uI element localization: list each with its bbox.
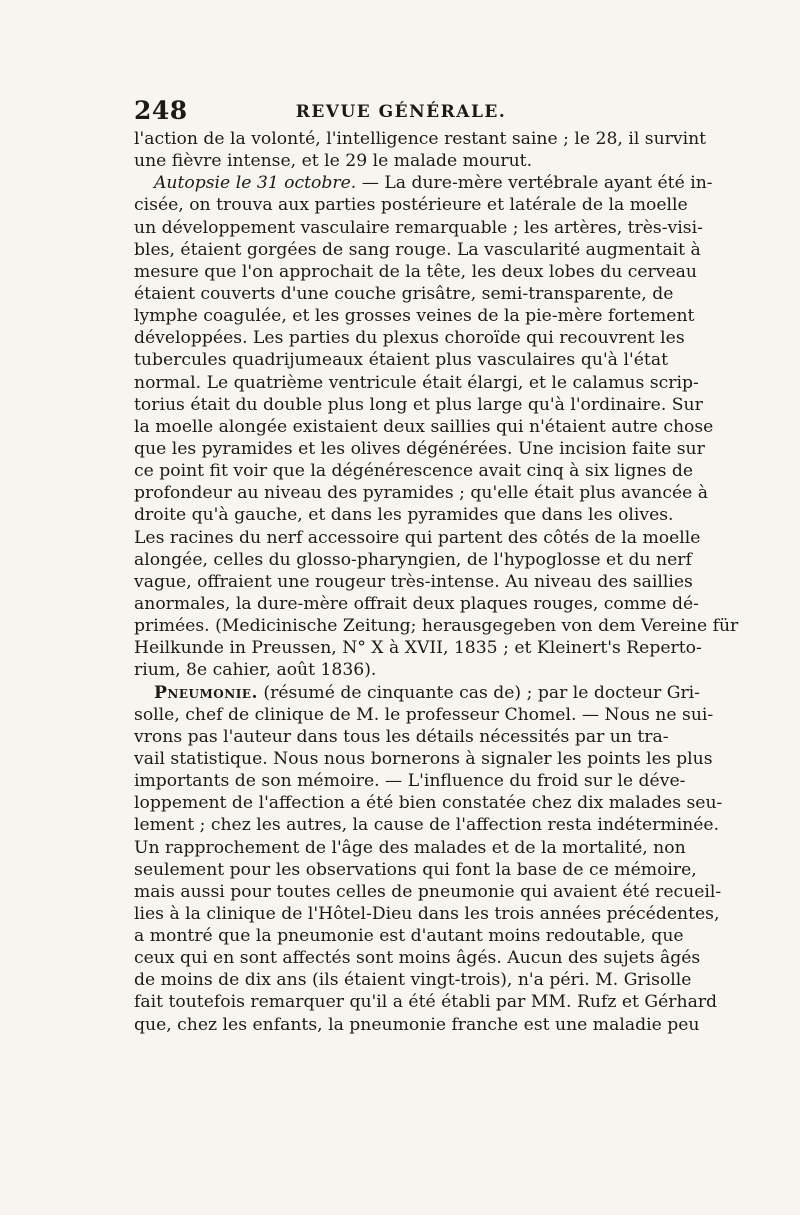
body-text — [134, 128, 739, 1036]
text-line: ceux qui en sont affectés sont moins âgés. Aucun des sujets âgés — [134, 948, 701, 969]
text-line: un développement vasculaire remarquable ; les artères, très-visi- — [134, 217, 703, 238]
text-line: ce point fit voir que la dégénérescence avait cinq à six lignes de — [134, 461, 694, 482]
text-line: mesure que l'on approchait de la tête, les deux lobes du cerveau — [134, 261, 697, 282]
article-heading: Pneumonie. — [154, 682, 258, 703]
text-line: que les pyramides et les olives dégénérées. Une incision faite sur — [134, 438, 705, 459]
text-line: tubercules quadrijumeaux étaient plus vasculaires qu'à l'état — [134, 350, 668, 371]
text-line: Heilkunde in Preussen, N° X à XVII, 1835 ; et Kleinert's Reperto- — [134, 638, 702, 659]
text-line: profondeur au niveau des pyramides ; qu'elle était plus avancée à — [134, 483, 709, 504]
text-line: lymphe coagulée, et les grosses veines de la pie-mère fortement — [134, 306, 695, 327]
text-line: normal. Le quatrième ventricule était élargi, et le calamus scrip- — [134, 372, 699, 393]
running-title: REVUE GÉNÉRALE. — [295, 102, 507, 122]
text-line: bles, étaient gorgées de sang rouge. La vascularité augmentait à — [134, 239, 701, 260]
text-line: la moelle alongée existaient deux saillies qui n'étaient autre chose — [134, 416, 714, 437]
text-line: Un rapprochement de l'âge des malades et de la mortalité, non — [134, 837, 686, 858]
text-line: vague, offraient une rougeur très-intense. Au niveau des saillies — [134, 571, 693, 592]
text-line: importants de son mémoire. — L'influence du froid sur le déve- — [134, 771, 686, 792]
text-line: loppement de l'affection a été bien constatée chez dix malades seu- — [134, 793, 723, 814]
text-line: seulement pour les observations qui font la base de ce mémoire, — [134, 859, 697, 880]
text-line: l'action de la volonté, l'intelligence restant saine ; le 28, il survint — [134, 129, 707, 149]
text-line: étaient couverts d'une couche grisâtre, semi-transparente, de — [134, 283, 674, 304]
text-line: une fièvre intense, et le 29 le malade mourut. — [134, 151, 533, 172]
text-line: lies à la clinique de l'Hôtel-Dieu dans les trois années précédentes, — [134, 903, 720, 924]
page-header — [134, 96, 668, 124]
text-line: solle, chef de clinique de M. le professeur Chomel. — Nous ne sui- — [134, 704, 714, 725]
text-line: torius était du double plus long et plus large qu'à l'ordinaire. Sur — [134, 394, 703, 415]
line-rest: (résumé de cinquante cas de) ; par le docteur Gri- — [257, 682, 700, 703]
text-line: alongée, celles du glosso-pharyngien, de l'hypoglosse et du nerf — [134, 549, 692, 570]
text-line: primées. (Medicinische Zeitung; herausgegeben von dem Vereine für — [134, 616, 739, 637]
text-line: cisée, on trouva aux parties postérieure et latérale de la moelle — [134, 195, 688, 216]
text-line: mais aussi pour toutes celles de pneumonie qui avaient été recueil- — [134, 881, 722, 902]
text-line: Les racines du nerf accessoire qui partent des côtés de la moelle — [134, 527, 701, 548]
text-line: fait toutefois remarquer qu'il a été établi par MM. Rufz et Gérhard — [134, 992, 718, 1013]
text-line: vrons pas l'auteur dans tous les détails nécessités par un tra- — [134, 726, 669, 747]
text-line: que, chez les enfants, la pneumonie franche est une maladie peu — [134, 1014, 700, 1035]
text-line: vail statistique. Nous nous bornerons à signaler les points les plus — [134, 748, 713, 769]
page-number: 248 — [134, 96, 188, 125]
text-line: a montré que la pneumonie est d'autant moins redoutable, que — [134, 926, 684, 947]
text-line: droite qu'à gauche, et dans les pyramides que dans les olives. — [134, 505, 674, 526]
text-line — [134, 682, 700, 704]
text-line: anormales, la dure-mère offrait deux plaques rouges, comme dé- — [134, 593, 699, 614]
line-rest: — La dure-mère vertébrale ayant été in- — [356, 173, 713, 194]
text-line: de moins de dix ans (ils étaient vingt-trois), n'a péri. M. Grisolle — [134, 970, 692, 991]
section-lead: Autopsie le 31 octobre. — [154, 173, 357, 194]
text-line: développées. Les parties du plexus choroïde qui recouvrent les — [134, 328, 685, 349]
text-line: lement ; chez les autres, la cause de l'affection resta indéterminée. — [134, 815, 720, 836]
text-line — [134, 172, 713, 194]
text-line: rium, 8e cahier, août 1836). — [134, 660, 377, 681]
